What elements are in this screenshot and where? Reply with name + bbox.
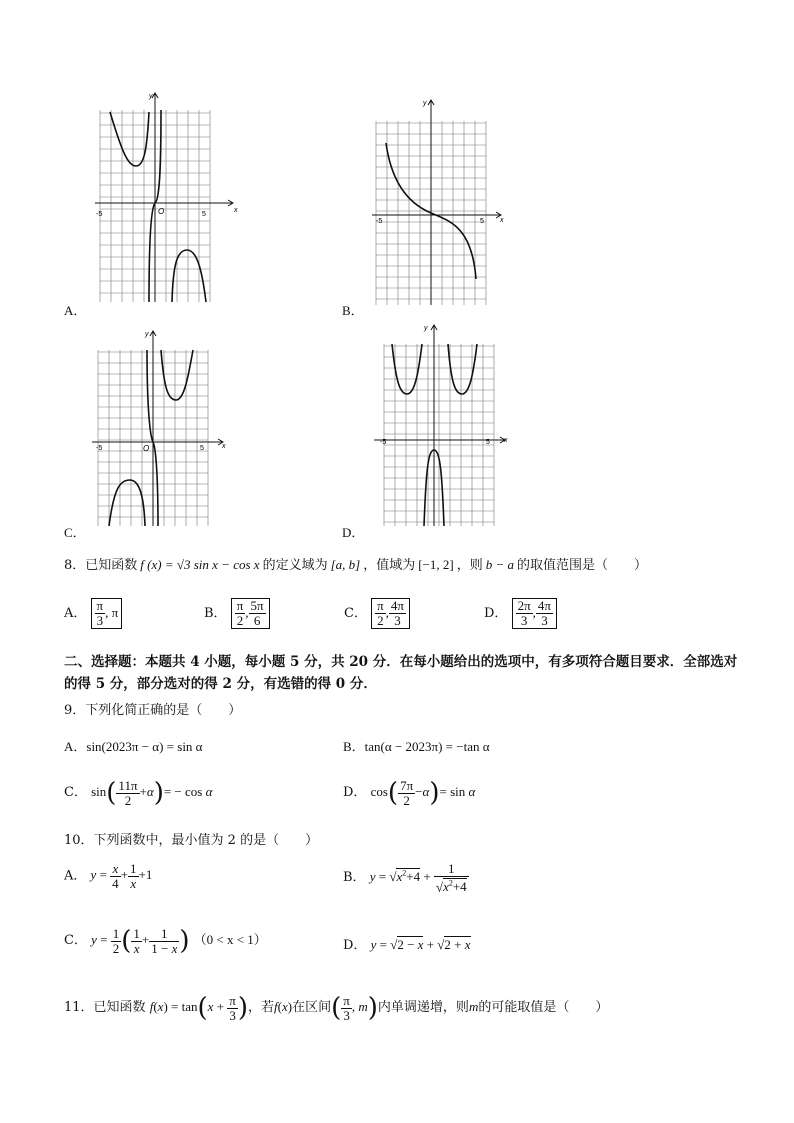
q11-text-5: 的可能取值是（ ） bbox=[478, 1000, 609, 1015]
graph-d-y-label: y bbox=[424, 325, 428, 332]
q9-option-b[interactable]: B．tan(α − 2023π) = −tan α bbox=[343, 739, 490, 754]
q9-option-c-expr: sin( $\frac{11\pi}{2}$ +α)= − cos α bbox=[91, 777, 213, 808]
q10-option-b-expr: $y = √x^2+4$ + $\frac{1}{√x^2+4}$ bbox=[369, 861, 467, 895]
q8-option-b-label: B． bbox=[204, 606, 227, 621]
q8-option-a[interactable] bbox=[64, 598, 122, 629]
graph-d-grid bbox=[384, 344, 494, 526]
graph-a-curve bbox=[110, 110, 206, 302]
graph-b-tick-5: 5 bbox=[480, 218, 484, 225]
q8-number: 8． bbox=[64, 558, 86, 573]
graph-b bbox=[372, 97, 512, 307]
q10-option-b[interactable] bbox=[343, 862, 469, 894]
q8-option-c-label: C． bbox=[344, 606, 367, 621]
q8-option-a-interval: $\frac{\pi}{3}$ , π bbox=[91, 598, 123, 629]
q11-text-3: 在区间 bbox=[292, 1000, 332, 1015]
q11-interval: ( $\frac{\pi}{3}$ , m) bbox=[331, 992, 378, 1024]
q10-option-c-condition: （0 < x < 1） bbox=[193, 931, 267, 947]
q8-expr: b − a bbox=[485, 557, 515, 572]
q8-text-4: ，则 bbox=[456, 558, 483, 573]
graph-c-x-label: x bbox=[222, 443, 226, 450]
q8-option-d-interval: $\frac{2\pi}{3}$ , $\frac{4\pi}{3}$ bbox=[512, 598, 557, 629]
graph-a-y-label: y bbox=[149, 93, 153, 100]
graph-c-label[interactable]: C． bbox=[64, 525, 86, 540]
q10-option-c-expr: y = $\frac{1}{2}$ ( $\frac{1}{x}$ + $\frac{1}{1 - x}$ ) bbox=[91, 925, 190, 956]
graph-a-tick-5: 5 bbox=[202, 211, 206, 218]
q9-option-c-label: C． bbox=[64, 784, 87, 800]
graph-b-tick-neg5: -5 bbox=[376, 218, 383, 225]
q8-option-a-label: A． bbox=[64, 606, 87, 621]
q11-text-1: 已知函数 bbox=[93, 1000, 146, 1015]
q10-option-a-label: A． bbox=[64, 868, 87, 884]
q11-text-4: 内单调递增，则 bbox=[377, 1000, 469, 1015]
q11-func: f(x) = tan(x + $\frac{\pi}{3}$ ) bbox=[149, 992, 249, 1024]
q9-stem: 9．下列化简正确的是（ ） bbox=[64, 703, 242, 718]
q8-option-c[interactable] bbox=[344, 598, 410, 629]
q8-domain: [a, b] bbox=[330, 557, 361, 572]
graph-a-x-label: x bbox=[234, 207, 238, 214]
q9-option-d-expr: cos( $\frac{7\pi}{2}$ −α)= sin α bbox=[370, 777, 476, 808]
graph-b-label[interactable]: B． bbox=[342, 303, 364, 318]
q11-func-ref: f(x) bbox=[274, 999, 293, 1014]
q9-option-d[interactable] bbox=[343, 778, 475, 808]
graph-a-tick-neg5: -5 bbox=[96, 211, 103, 218]
q10-option-d-expr: y = √2 − x + √2 + x bbox=[370, 937, 471, 952]
q8-func: f (x) = √3 sin x − cos x bbox=[140, 557, 260, 572]
q9-option-a[interactable]: A．sin(2023π − α) = sin α bbox=[64, 739, 203, 754]
q11-text-2: ，若 bbox=[248, 1000, 275, 1015]
q8-text-1: 已知函数 bbox=[85, 558, 138, 573]
q8-option-b-interval: $\frac{\pi}{2}$ , $\frac{5\pi}{6}$ bbox=[231, 598, 270, 629]
graph-c-curve bbox=[109, 350, 193, 526]
graph-c-tick-neg5: -5 bbox=[96, 445, 103, 452]
graph-d-tick-neg5: -5 bbox=[380, 439, 387, 446]
graph-d-tick-5: 5 bbox=[486, 439, 490, 446]
q10-option-a-expr: y = $\frac{x}{4}$ + $\frac{1}{x}$ +1 bbox=[90, 861, 153, 891]
q8-option-c-interval: $\frac{\pi}{2}$ , $\frac{4\pi}{3}$ bbox=[371, 598, 410, 629]
q10-option-d[interactable] bbox=[343, 934, 471, 953]
graph-d bbox=[372, 322, 512, 527]
graph-a-label[interactable]: A． bbox=[64, 303, 87, 318]
q10-option-c[interactable] bbox=[64, 926, 267, 956]
graph-a-origin: O bbox=[158, 207, 165, 216]
graph-d-label[interactable]: D． bbox=[342, 525, 365, 540]
q8-option-b[interactable] bbox=[204, 598, 270, 629]
section-2-heading: 二、选择题：本题共 4 小题，每小题 5 分，共 20 分．在每小题给出的选项中，有多项符合题目要求．全部选对的得 5 分，部分选对的得 2 分，有选错的得 0 分． bbox=[64, 654, 738, 692]
graph-a bbox=[92, 90, 242, 305]
q10-option-a[interactable] bbox=[64, 862, 152, 891]
graph-b-y-label: y bbox=[423, 100, 427, 107]
graph-c bbox=[92, 328, 232, 528]
graph-c-tick-5: 5 bbox=[200, 445, 204, 452]
q9-option-d-label: D． bbox=[343, 784, 367, 800]
q8-range: [−1, 2] bbox=[418, 557, 454, 572]
q10-option-b-label: B． bbox=[343, 870, 366, 886]
q8-text-2: 的定义域为 bbox=[262, 558, 328, 573]
q11-var-m: m bbox=[468, 999, 479, 1014]
q8-option-d[interactable] bbox=[484, 598, 557, 629]
q8-stem bbox=[64, 556, 647, 575]
graph-c-origin: O bbox=[143, 444, 150, 453]
q11-stem bbox=[64, 990, 608, 1025]
graph-c-y-label: y bbox=[145, 331, 149, 338]
q8-text-3: ，值域为 bbox=[363, 558, 416, 573]
q11-number: 11． bbox=[64, 1000, 94, 1015]
q10-stem: 10．下列函数中，最小值为 2 的是（ ） bbox=[64, 833, 319, 848]
graph-d-x-label: x bbox=[504, 437, 508, 444]
q10-option-c-label: C． bbox=[64, 932, 87, 948]
q8-text-5: 的取值范围是（ ） bbox=[517, 558, 648, 573]
q9-option-c[interactable] bbox=[64, 778, 212, 808]
q8-option-d-label: D． bbox=[484, 606, 508, 621]
q10-option-d-label: D． bbox=[343, 938, 367, 953]
graph-b-x-label: x bbox=[500, 217, 504, 224]
